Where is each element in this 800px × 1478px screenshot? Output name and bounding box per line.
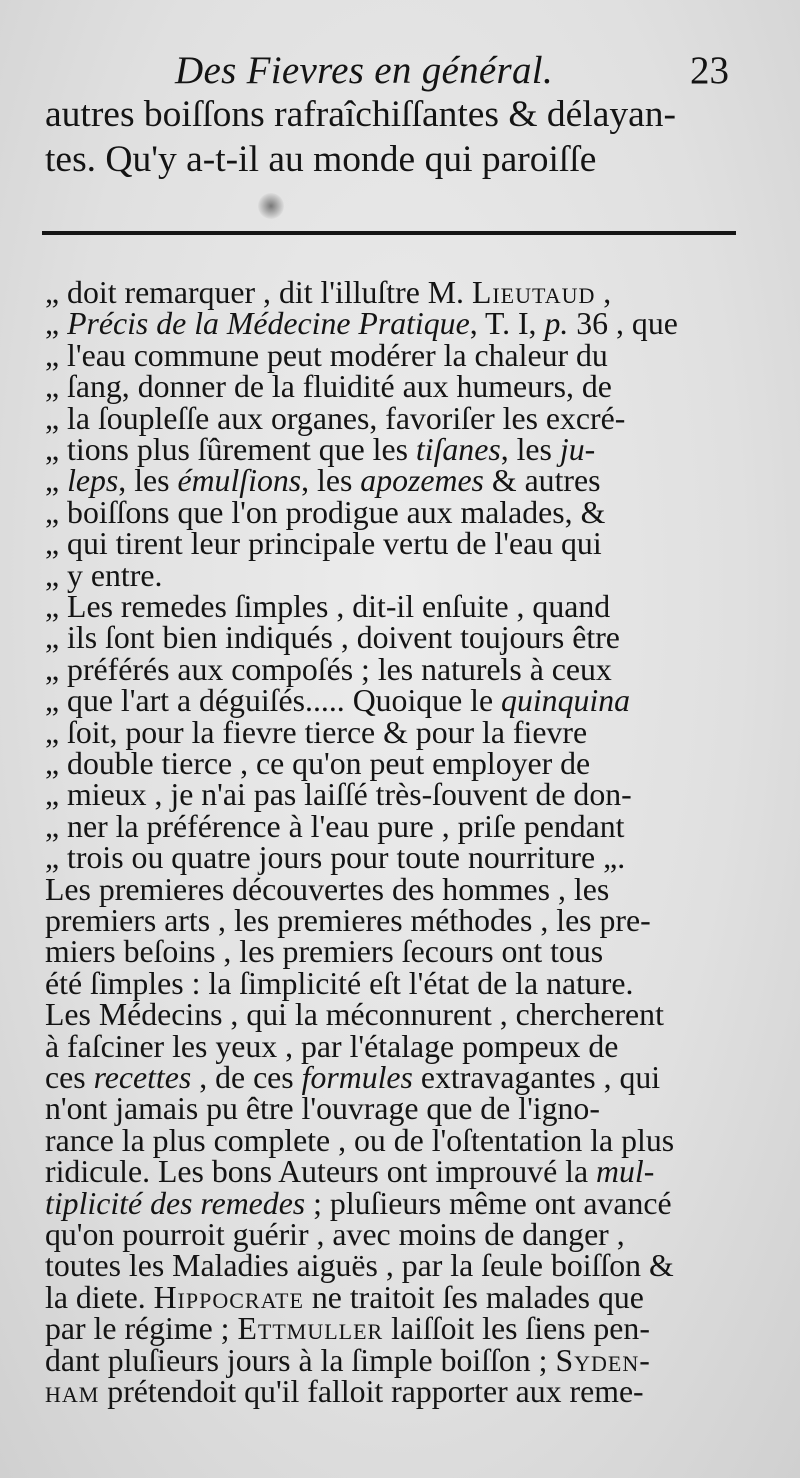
italic-term: apozemes [360,463,484,499]
text-run: „ [45,306,68,342]
text-run: Les Médecins , qui la méconnurent , chercherent [45,997,664,1033]
text-line [45,905,755,937]
text-run: prétendoit qu'il falloit rapporter aux reme- [99,1374,644,1409]
italic-term: leps [67,463,119,499]
page-number: 23 [690,49,729,92]
text-line [45,999,755,1031]
italic-term: formules [301,1060,413,1095]
running-title: Des Fievres en général. [175,49,553,92]
text-line [45,434,755,466]
text-line [45,842,755,874]
text-run: , les [301,463,361,499]
text-run: „ Les remedes ſimples , dit-il enſuite , quand [45,589,611,624]
text-line [45,622,755,654]
text-run: n'ont jamais pu être l'ouvrage que de l'igno- [45,1091,600,1127]
italic-term: recettes [93,1060,192,1095]
text-line [45,494,755,530]
text-run: „ boiſſons que l'on prodigue aux malades, & [45,494,606,530]
text-run: „ l'eau commune peut modérer la chaleur du [45,337,608,373]
text-run: „ préférés aux compoſés ; les naturels à ceux [45,651,612,687]
page-header [0,48,800,100]
text-run: „ qui tirent leur principale vertu de l'eau qui [45,526,602,562]
text-line [45,465,755,497]
text-run: qu'on pourroit guérir , avec moins de danger , [45,1217,625,1252]
text-line [45,1122,755,1158]
text-line: tes. Qu'y a-t-il au monde qui paroiſſe [45,139,597,180]
text-line [45,528,755,560]
text-run: „ ner la préférence à l'eau pure , priſe pendant [45,808,625,844]
horizontal-rule [42,231,736,235]
italic-term: Précis de la Médecine Pratique [67,306,470,342]
text-run: premiers arts , les premieres méthodes , les pre- [45,903,651,938]
italic-term: quinquina [501,683,631,719]
text-run: miers beſoins , les premiers ſecours ont tous [45,934,604,970]
text-run: rance la plus complete , ou de l'oſtentation la plus [45,1122,675,1158]
text-line [45,1342,755,1378]
text-run: toutes les Maladies aiguës , par la ſeule boiſſon & [45,1248,674,1284]
main-text-block [45,277,755,1437]
italic-term: émulſions [177,463,302,499]
text-line [45,808,755,844]
text-line [45,1250,755,1282]
text-line [45,871,755,907]
italic-term: tiſanes [415,432,501,467]
italic-term: p. [544,306,569,342]
text-line [45,965,755,1001]
author-name: Ettmuller [237,1311,384,1347]
text-line [45,337,755,373]
italic-term: ju- [559,432,596,467]
text-line [45,1279,755,1315]
text-line [45,1313,755,1345]
text-run: „ ſang, donner de la fluidité aux humeurs, de [45,369,612,405]
text-line [45,1219,755,1251]
text-line [45,1376,755,1408]
text-run: ridicule. Les bons Auteurs ont improuvé la [45,1154,597,1190]
text-run: , de ces [191,1060,302,1095]
text-run: la diete. [45,1279,154,1315]
text-run: „ la ſoupleſſe aux organes, favoriſer les excré- [45,400,626,436]
author-name: Lieutaud [471,275,596,310]
text-line [45,277,755,309]
text-line [45,1185,755,1221]
text-line [45,936,755,968]
text-line [45,779,755,811]
text-line [45,557,755,593]
italic-term: mul- [596,1154,655,1190]
text-line [45,1028,755,1064]
text-run: „ double tierce , ce qu'on peut employer de [45,746,591,781]
text-run: „ ſoit, pour la fievre tierce & pour la fievre [45,714,588,750]
text-run: „ doit remarquer , dit l'illuſtre M. [45,275,472,310]
ink-smudge [258,193,284,219]
text-line [45,371,755,403]
text-run: à faſciner les yeux , par l'étalage pompeux de [45,1028,619,1064]
text-line: autres boiſſons rafraîchiſſantes & délayan- [45,94,677,135]
text-line [45,591,755,623]
text-run: , T. I, [469,306,545,342]
text-run: „ y entre. [45,557,163,593]
author-name: ham [45,1374,100,1409]
text-run: „ que l'art a déguiſés..... Quoique le [45,683,502,719]
text-run: & autres [483,463,601,499]
italic-term: tiplicité des remedes [45,1185,306,1221]
text-run: été ſimples : la ſimplicité eſt l'état de la nature. [45,965,634,1001]
author-name: Hippocrate [153,1279,304,1315]
text-line [45,308,755,340]
text-run: ces [45,1060,94,1095]
text-line [45,685,755,717]
text-run: ne traitoit ſes malades que [303,1279,644,1315]
text-run: , les [118,463,178,499]
text-line [45,1062,755,1094]
text-run: , [595,275,612,310]
text-run: „ [45,463,68,499]
text-run: 36 , que [568,306,678,342]
text-line [45,400,755,436]
text-run: , les [500,432,560,467]
text-run: dant pluſieurs jours à la ſimple boiſſon ; [45,1342,556,1378]
text-line [45,1156,755,1188]
text-line [45,714,755,750]
text-run: „ trois ou quatre jours pour toute nourriture „. [45,840,626,876]
text-run: ; pluſieurs même ont avancé [305,1185,672,1221]
text-line [45,748,755,780]
continued-text-above-rule [45,96,755,196]
text-run: Les premieres découvertes des hommes , les [45,871,610,907]
text-run: laiſſoit les ſiens pen- [383,1311,650,1347]
text-line [45,1093,755,1125]
text-run: „ tions plus ſûrement que les [45,432,416,467]
text-run: extravagantes , qui [412,1060,661,1095]
author-name: Syden- [555,1342,651,1378]
text-run: „ mieux , je n'ai pas laiſſé très-ſouvent de don- [45,777,632,813]
text-run: par le régime ; [45,1311,238,1347]
text-line [45,651,755,687]
text-run: „ ils ſont bien indiqués , doivent toujours être [45,620,620,656]
